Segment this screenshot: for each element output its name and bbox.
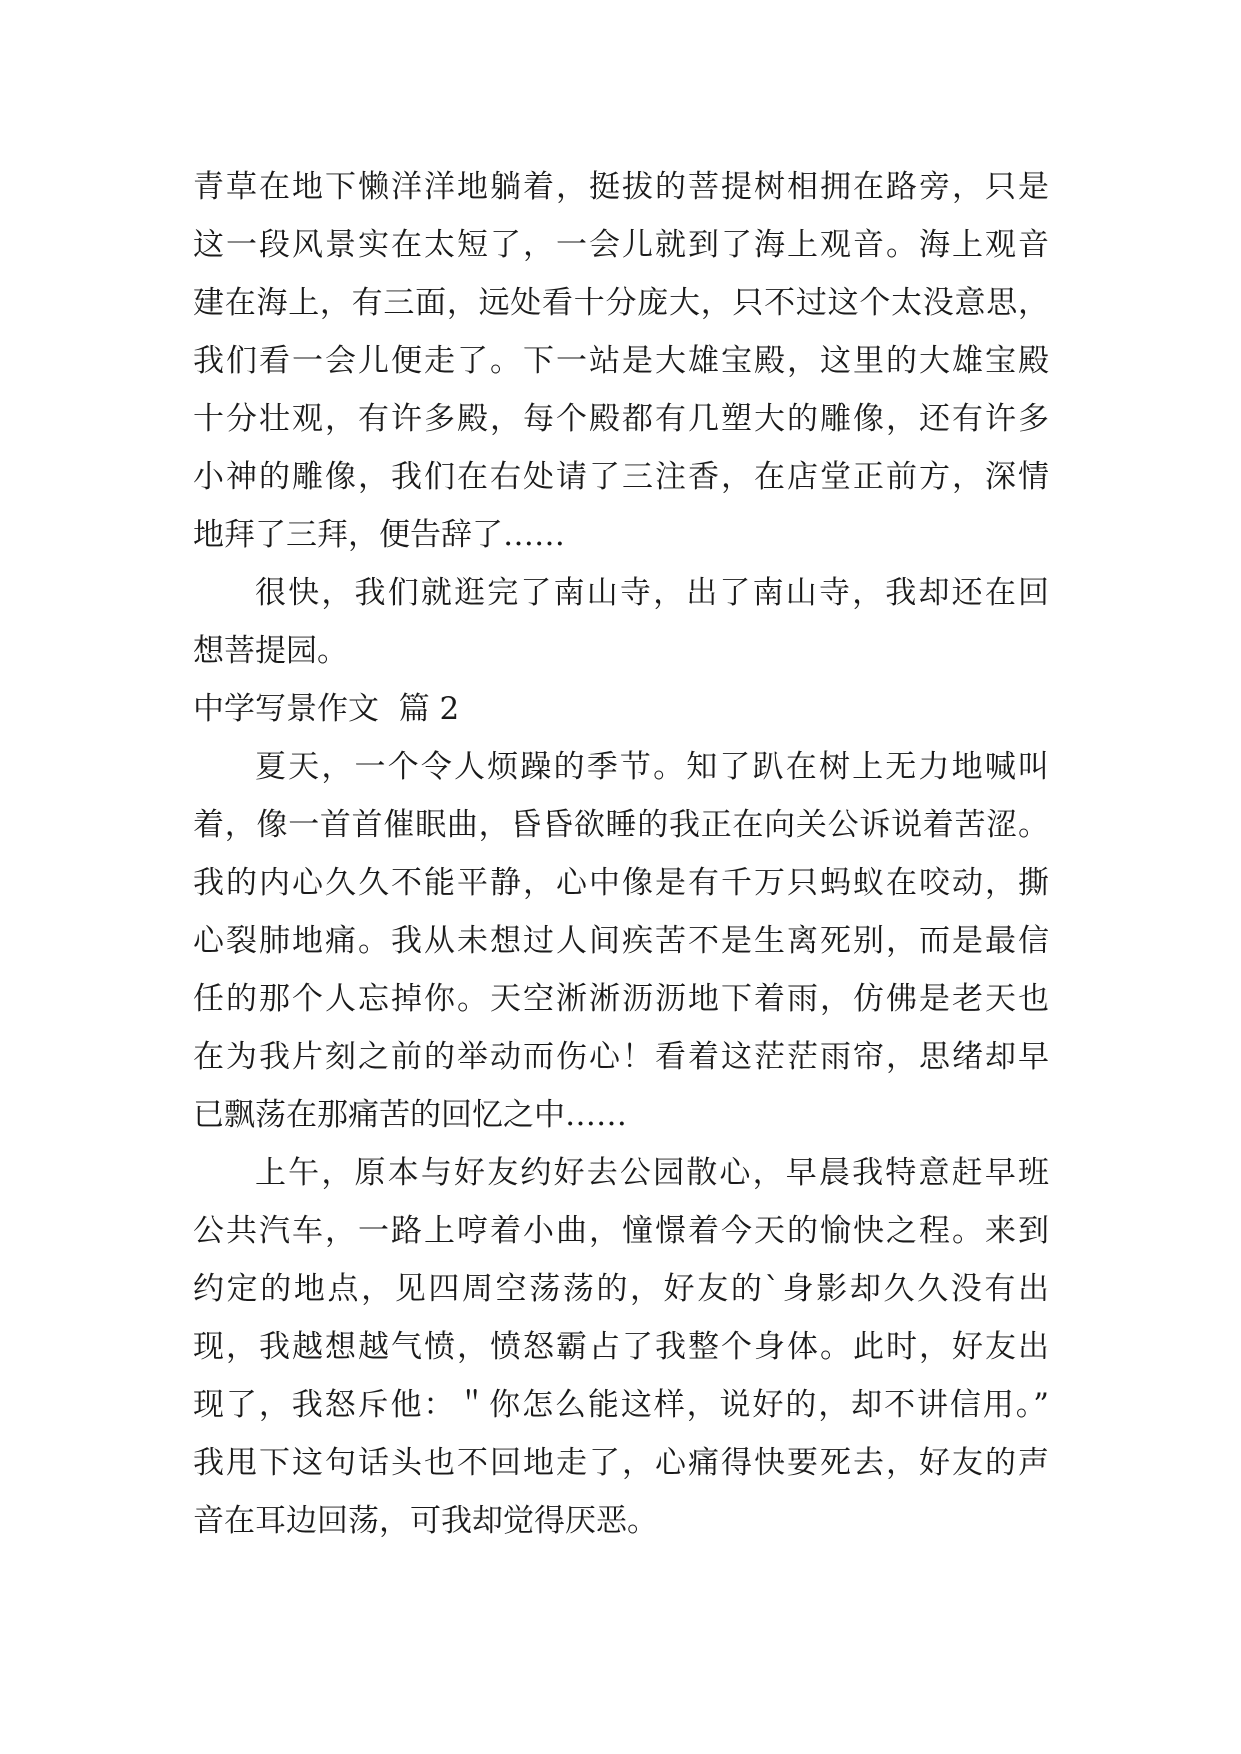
paragraph-first-line: 上午，原本与好友约好去公园散心，早晨我特意赶早班 xyxy=(255,1155,1049,1191)
text-line: 现了，我怒斥他：＂你怎么能这样，说好的，却不讲信用。” xyxy=(193,1387,1049,1423)
text-line: 青草在地下懒洋洋地躺着，挺拔的菩提树相拥在路旁，只是 xyxy=(193,169,1049,205)
text-line: 我的内心久久不能平静，心中像是有千万只蚂蚁在咬动，撕 xyxy=(193,865,1049,901)
paragraph-first-line: 夏天，一个令人烦躁的季节。知了趴在树上无力地喊叫 xyxy=(255,749,1049,785)
text-line: 十分壮观，有许多殿，每个殿都有几塑大的雕像，还有许多 xyxy=(193,401,1049,437)
text-line: 着，像一首首催眠曲，昏昏欲睡的我正在向关公诉说着苦涩。 xyxy=(193,807,1049,843)
text-line: 已飘荡在那痛苦的回忆之中…… xyxy=(193,1097,627,1133)
text-line: 任的那个人忘掉你。天空淅淅沥沥地下着雨，仿佛是老天也 xyxy=(193,981,1049,1017)
text-line: 我们看一会儿便走了。下一站是大雄宝殿，这里的大雄宝殿 xyxy=(193,343,1049,379)
text-line: 音在耳边回荡，可我却觉得厌恶。 xyxy=(193,1503,658,1539)
text-line: 我甩下这句话头也不回地走了，心痛得快要死去，好友的声 xyxy=(193,1445,1049,1481)
text-line: 这一段风景实在太短了，一会儿就到了海上观音。海上观音 xyxy=(193,227,1049,263)
paragraph-first-line: 很快，我们就逛完了南山寺，出了南山寺，我却还在回 xyxy=(255,575,1049,611)
section-heading: 中学写景作文 篇 2 xyxy=(193,691,460,727)
text-line: 建在海上，有三面，远处看十分庞大，只不过这个太没意思， xyxy=(193,285,1049,321)
text-line: 约定的地点，见四周空荡荡的，好友的`身影却久久没有出 xyxy=(193,1271,1049,1307)
text-line: 地拜了三拜，便告辞了…… xyxy=(193,517,565,553)
text-line: 公共汽车，一路上哼着小曲，憧憬着今天的愉快之程。来到 xyxy=(193,1213,1049,1249)
text-line: 心裂肺地痛。我从未想过人间疾苦不是生离死别，而是最信 xyxy=(193,923,1049,959)
text-line: 想菩提园。 xyxy=(193,633,348,669)
text-line: 在为我片刻之前的举动而伤心！看着这茫茫雨帘，思绪却早 xyxy=(193,1039,1049,1075)
text-line: 现，我越想越气愤，愤怒霸占了我整个身体。此时，好友出 xyxy=(193,1329,1049,1365)
text-line: 小神的雕像，我们在右处请了三注香，在店堂正前方，深情 xyxy=(193,459,1049,495)
essay-body xyxy=(193,158,1049,1550)
